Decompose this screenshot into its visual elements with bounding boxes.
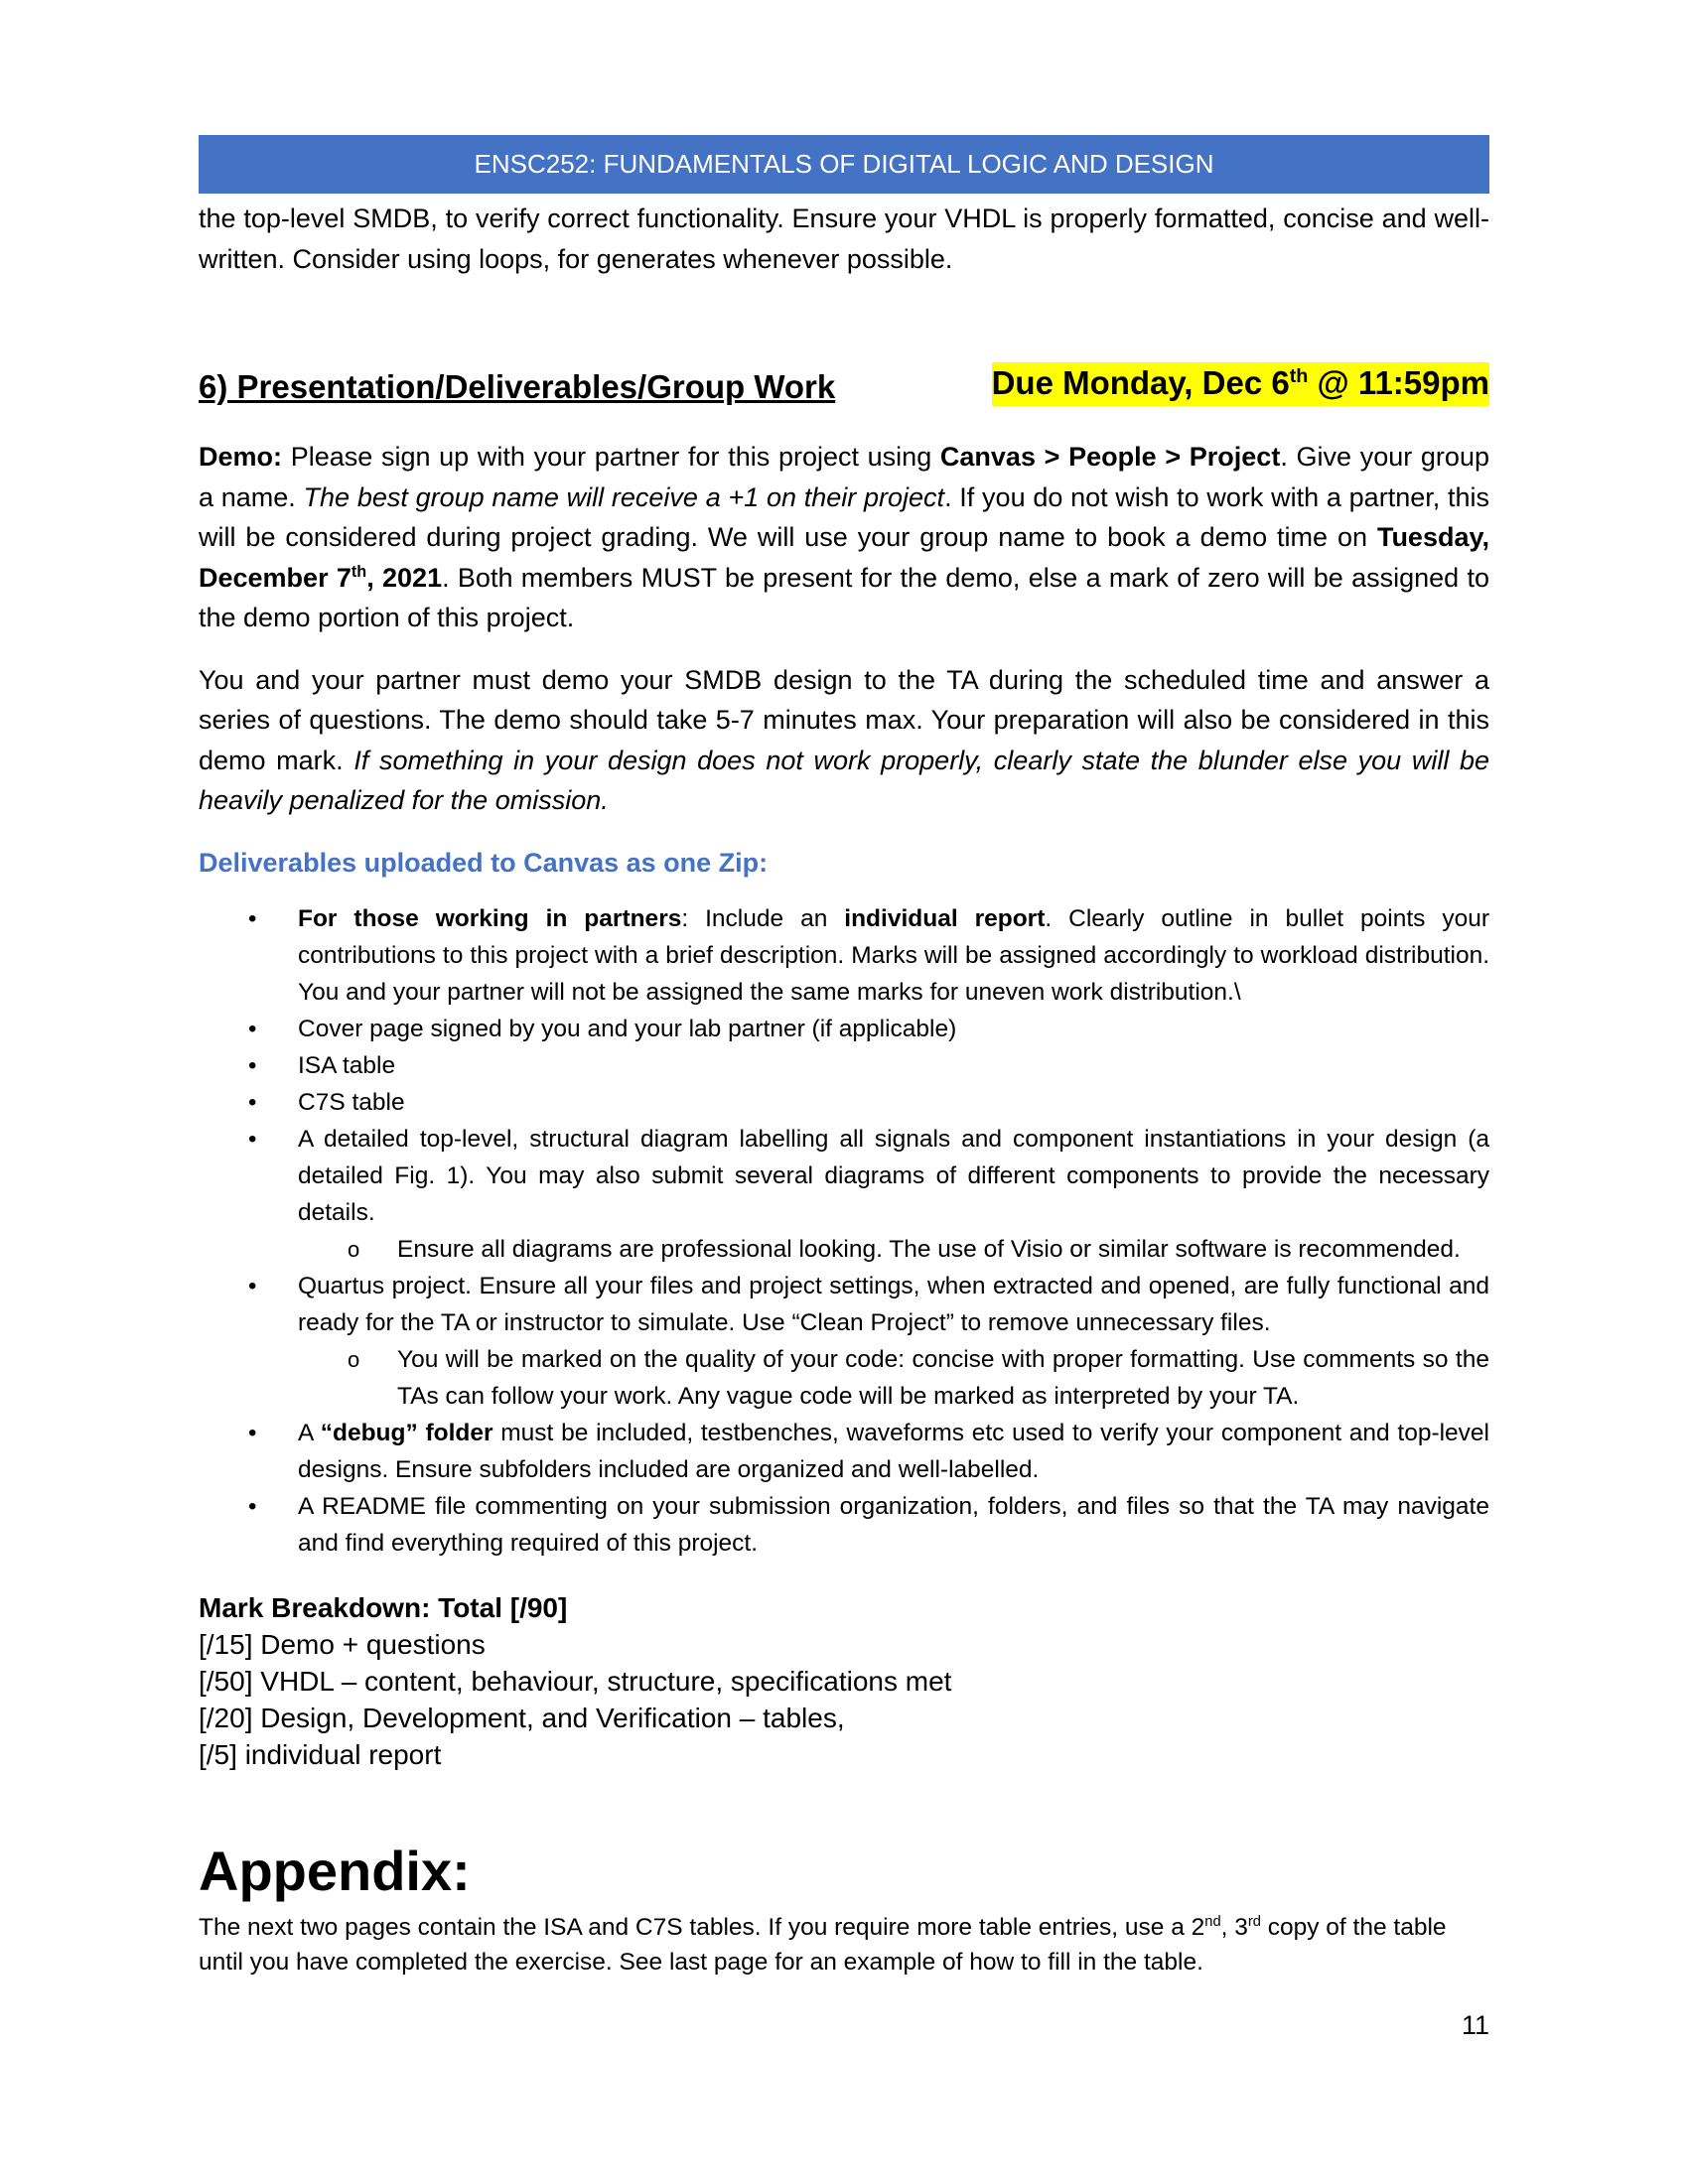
mark-item: [/15] Demo + questions (199, 1628, 486, 1660)
bullet-icon: • (248, 904, 257, 932)
mark-breakdown (199, 1589, 1489, 1773)
list-item: • For those working in partners: Include an individual report. Clearly outline in bullet points your contributions to this project with a brief description. Marks will be assigned accordingly to workload distribution. You and your partner will not be assigned the same marks for uneven work distribution.\ (199, 900, 1489, 1011)
course-header-title: ENSC252: FUNDAMENTALS OF DIGITAL LOGIC AND DESIGN (474, 149, 1214, 179)
page-number: 11 (1461, 2010, 1489, 2040)
mark-breakdown-heading: Mark Breakdown: Total [/90] (199, 1591, 568, 1623)
bullet-icon: • (248, 1088, 257, 1116)
mark-item: [/50] VHDL – content, behaviour, structure, specifications met (199, 1665, 952, 1697)
list-item: • A README file commenting on your submission organization, folders, and files so that the TA may navigate and find everything required of this project. (199, 1488, 1489, 1562)
bullet-icon: • (248, 1272, 257, 1299)
demo-date: Tuesday, December 7th, 2021 (199, 522, 1489, 593)
list-item: • A detailed top-level, structural diagram labelling all signals and component instantiations in your design (a detailed Fig. 1). You may also submit several diagrams of different components to provide the necessary details. o Ensure all diagrams are professional looking. The use of Visio or similar software is recommended. (199, 1121, 1489, 1268)
appendix-title: Appendix: (199, 1839, 471, 1902)
mark-item: [/20] Design, Development, and Verification – tables, (199, 1702, 845, 1733)
page-content (199, 199, 1489, 1979)
sub-bullet-icon: o (348, 1346, 360, 1372)
canvas-path: Canvas > People > Project (939, 442, 1281, 472)
demo-paragraph: Demo: Please sign up with your partner for this project using Canvas > People > Project. Give your group a name. The best group name will receive a +1 on their project. If you do not wish to work with a partner, this will be considered during project grading. We will use your group name to book a demo time on Tuesday, December 7th, 2021. Both members MUST be present for the demo, else a mark of zero will be assigned to the demo portion of this project. (199, 442, 1489, 632)
due-date-highlight: Due Monday, Dec 6th @ 11:59pm (992, 362, 1489, 406)
section-6-heading (199, 364, 1489, 418)
sub-list-item: o Ensure all diagrams are professional looking. The use of Visio or similar software is recommended. (298, 1231, 1489, 1268)
demo-label: Demo: (199, 442, 283, 472)
bullet-icon: • (248, 1419, 257, 1446)
mark-item: [/5] individual report (199, 1738, 442, 1770)
list-item: • C7S table (199, 1084, 1489, 1121)
list-item: • Quartus project. Ensure all your files and project settings, when extracted and opened, are fully functional and ready for the TA or instructor to simulate. Use “Clean Project” to remove unnecessary files. o You will be marked on the quality of your code: concise with proper formatting. Use comments so the TAs can follow your work. Any vague code will be marked as interpreted by your TA. (199, 1268, 1489, 1415)
demo-details-paragraph: You and your partner must demo your SMDB design to the TA during the scheduled time and answer a series of questions. The demo should take 5-7 minutes max. Your preparation will also be considered in this demo mark. If something in your design does not work properly, clearly state the blunder else you will be heavily penalized for the omission. (199, 664, 1489, 815)
bullet-icon: • (248, 1492, 257, 1520)
sub-list (298, 1341, 1489, 1415)
list-item: • ISA table (199, 1047, 1489, 1084)
sub-list-item: o You will be marked on the quality of your code: concise with proper formatting. Use comments so the TAs can follow your work. Any vague code will be marked as interpreted by your TA. (298, 1341, 1489, 1415)
sub-bullet-icon: o (348, 1236, 360, 1262)
list-item: • Cover page signed by you and your lab partner (if applicable) (199, 1011, 1489, 1047)
deliverables-list (199, 900, 1489, 1562)
appendix-text: The next two pages contain the ISA and C7S tables. If you require more table entries, use a 2nd, 3rd copy of the table until you have completed the exercise. See last page for an example of how to fill in the table. (199, 1913, 1447, 1976)
bullet-icon: • (248, 1015, 257, 1042)
sub-list (298, 1231, 1489, 1268)
bullet-icon: • (248, 1051, 257, 1079)
section-6-title: 6) Presentation/Deliverables/Group Work (199, 368, 836, 405)
deliverables-heading: Deliverables uploaded to Canvas as one Zip: (199, 847, 769, 878)
intro-paragraph: the top-level SMDB, to verify correct functionality. Ensure your VHDL is properly formatted, concise and well-written. Consider using loops, for generates whenever possible. (199, 204, 1489, 274)
list-item: • A “debug” folder must be included, testbenches, waveforms etc used to verify your component and top-level designs. Ensure subfolders included are organized and well-labelled. (199, 1415, 1489, 1488)
course-header (199, 135, 1489, 194)
bullet-icon: • (248, 1125, 257, 1153)
